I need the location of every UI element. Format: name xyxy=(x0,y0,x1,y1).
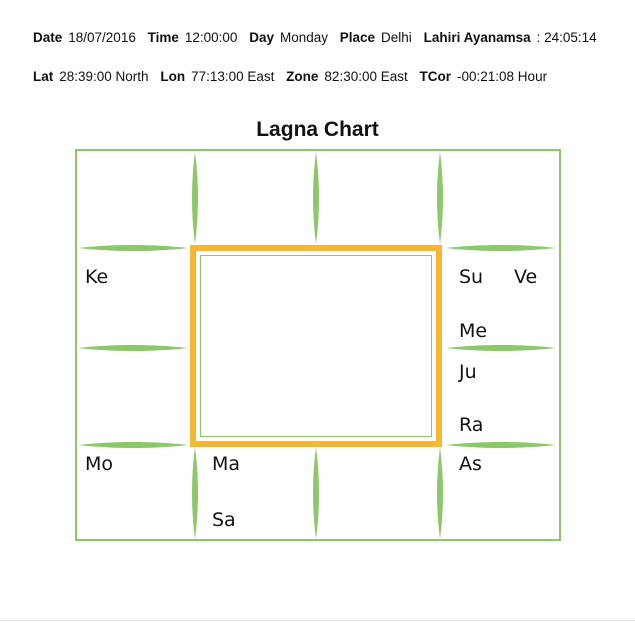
tcor-value: -00:21:08 Hour xyxy=(457,69,548,84)
header-line-1 xyxy=(33,30,605,45)
planet-label: Ju xyxy=(459,361,477,383)
center-inner xyxy=(200,255,432,437)
place-value: Delhi xyxy=(381,30,412,45)
divider-left-1 xyxy=(78,243,188,253)
planet-label: Mo xyxy=(85,453,114,475)
planet-label: Me xyxy=(459,320,488,342)
planet-label: Ve xyxy=(514,266,538,288)
planet-label: Ma xyxy=(212,453,241,475)
footer-divider xyxy=(0,620,635,621)
place-label: Place xyxy=(339,30,376,45)
lat-value: 28:39:00 North xyxy=(59,69,149,84)
divider-right-2 xyxy=(446,343,556,353)
lat-label: Lat xyxy=(33,69,54,84)
chart-title: Lagna Chart xyxy=(256,118,379,141)
planet-label: Sa xyxy=(212,509,236,531)
zone-label: Zone xyxy=(286,69,319,84)
divider-right-3 xyxy=(446,440,556,450)
divider-bottom-3 xyxy=(435,447,445,539)
divider-top-1 xyxy=(190,152,200,244)
tcor-label: TCor xyxy=(419,69,452,84)
divider-top-3 xyxy=(435,152,445,244)
divider-left-3 xyxy=(78,440,188,450)
divider-left-2 xyxy=(78,343,188,353)
header-line-2 xyxy=(33,69,555,84)
planet-label: Ke xyxy=(85,266,109,288)
divider-bottom-2 xyxy=(311,447,321,539)
lon-label: Lon xyxy=(160,69,186,84)
lon-value: 77:13:00 East xyxy=(191,69,275,84)
divider-top-2 xyxy=(311,152,321,244)
day-label: Day xyxy=(249,30,274,45)
day-value: Monday xyxy=(279,30,328,45)
date-label: Date xyxy=(33,30,63,45)
center-box xyxy=(190,245,442,447)
zone-value: 82:30:00 East xyxy=(324,69,408,84)
time-value: 12:00:00 xyxy=(184,30,238,45)
divider-right-1 xyxy=(446,243,556,253)
planet-label: Su xyxy=(459,266,484,288)
time-label: Time xyxy=(147,30,179,45)
date-value: 18/07/2016 xyxy=(68,30,136,45)
ayanamsa-value: : 24:05:14 xyxy=(536,30,597,45)
divider-bottom-1 xyxy=(190,447,200,539)
ayanamsa-label: Lahiri Ayanamsa xyxy=(423,30,531,45)
planet-label: Ra xyxy=(459,414,484,436)
planet-label: As xyxy=(459,453,482,475)
